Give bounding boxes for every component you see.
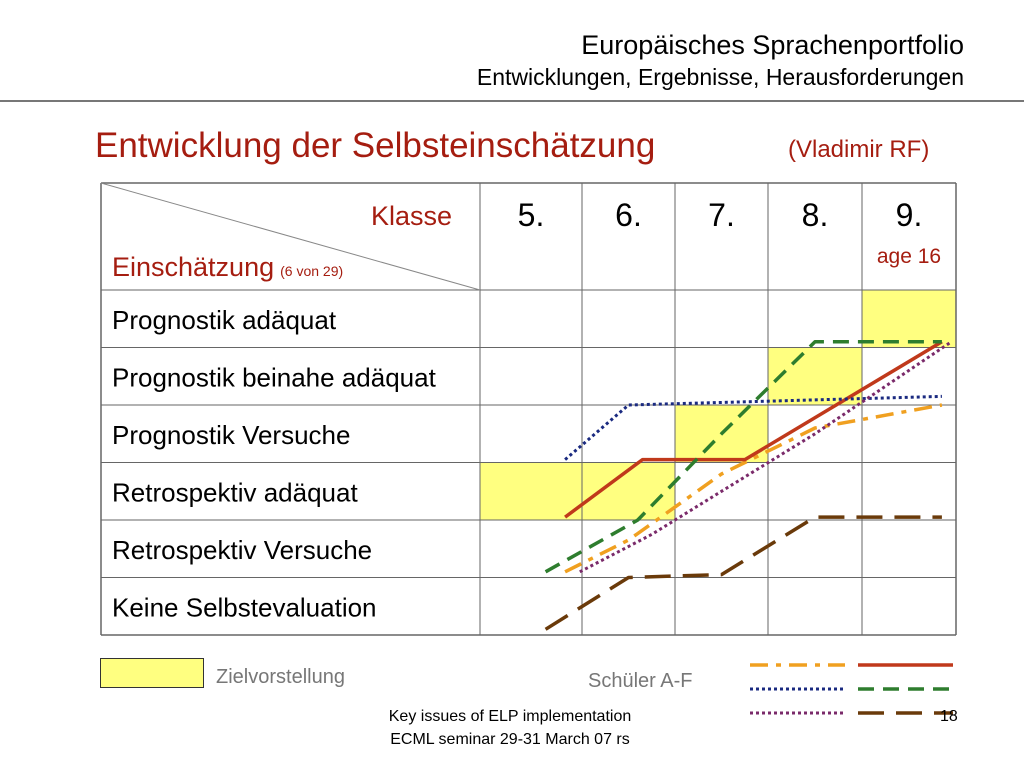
corner-top-label: Klasse bbox=[370, 201, 452, 231]
legend-target-swatch bbox=[100, 658, 204, 688]
corner-bottom-note: (6 von 29) bbox=[280, 263, 344, 279]
series-lines bbox=[546, 342, 952, 630]
column-header: 9. bbox=[895, 197, 923, 233]
column-header: 5. bbox=[517, 197, 545, 233]
row-label: Prognostik beinahe adäquat bbox=[112, 362, 436, 393]
header-title: Europäisches Sprachenportfolio bbox=[581, 30, 964, 60]
column-header: 7. bbox=[708, 197, 735, 233]
row-label: Prognostik adäquat bbox=[112, 304, 337, 335]
footer-line2: ECML seminar 29-31 March 07 rs bbox=[390, 731, 630, 748]
legend-students-label: Schüler A-F bbox=[588, 670, 693, 692]
corner-bottom-label-text: Einschätzung bbox=[112, 252, 275, 282]
slide-source: (Vladimir RF) bbox=[788, 136, 930, 163]
column-header: 8. bbox=[801, 197, 829, 233]
row-label: Keine Selbstevaluation bbox=[112, 592, 377, 623]
series-line-F bbox=[546, 517, 942, 629]
footer-line1: Key issues of ELP implementation bbox=[388, 708, 632, 725]
column-headers bbox=[518, 197, 941, 268]
column-header: 6. bbox=[615, 197, 642, 233]
header-subtitle: Entwicklungen, Ergebnisse, Herausforderungen bbox=[476, 64, 964, 90]
row-label: Prognostik Versuche bbox=[112, 419, 351, 450]
slide-title: Entwicklung der Selbsteinschätzung bbox=[95, 126, 656, 165]
target-cell bbox=[862, 290, 956, 348]
legend-target-label: Zielvorstellung bbox=[216, 666, 345, 688]
column-header-note: age 16 bbox=[876, 245, 942, 268]
corner-bottom-label bbox=[112, 252, 343, 282]
target-cell bbox=[480, 463, 582, 521]
row-label: Retrospektiv adäquat bbox=[112, 477, 358, 508]
legend-lines bbox=[750, 665, 953, 713]
row-labels bbox=[112, 305, 437, 623]
page-number: 18 bbox=[940, 708, 958, 725]
row-label: Retrospektiv Versuche bbox=[112, 534, 373, 565]
